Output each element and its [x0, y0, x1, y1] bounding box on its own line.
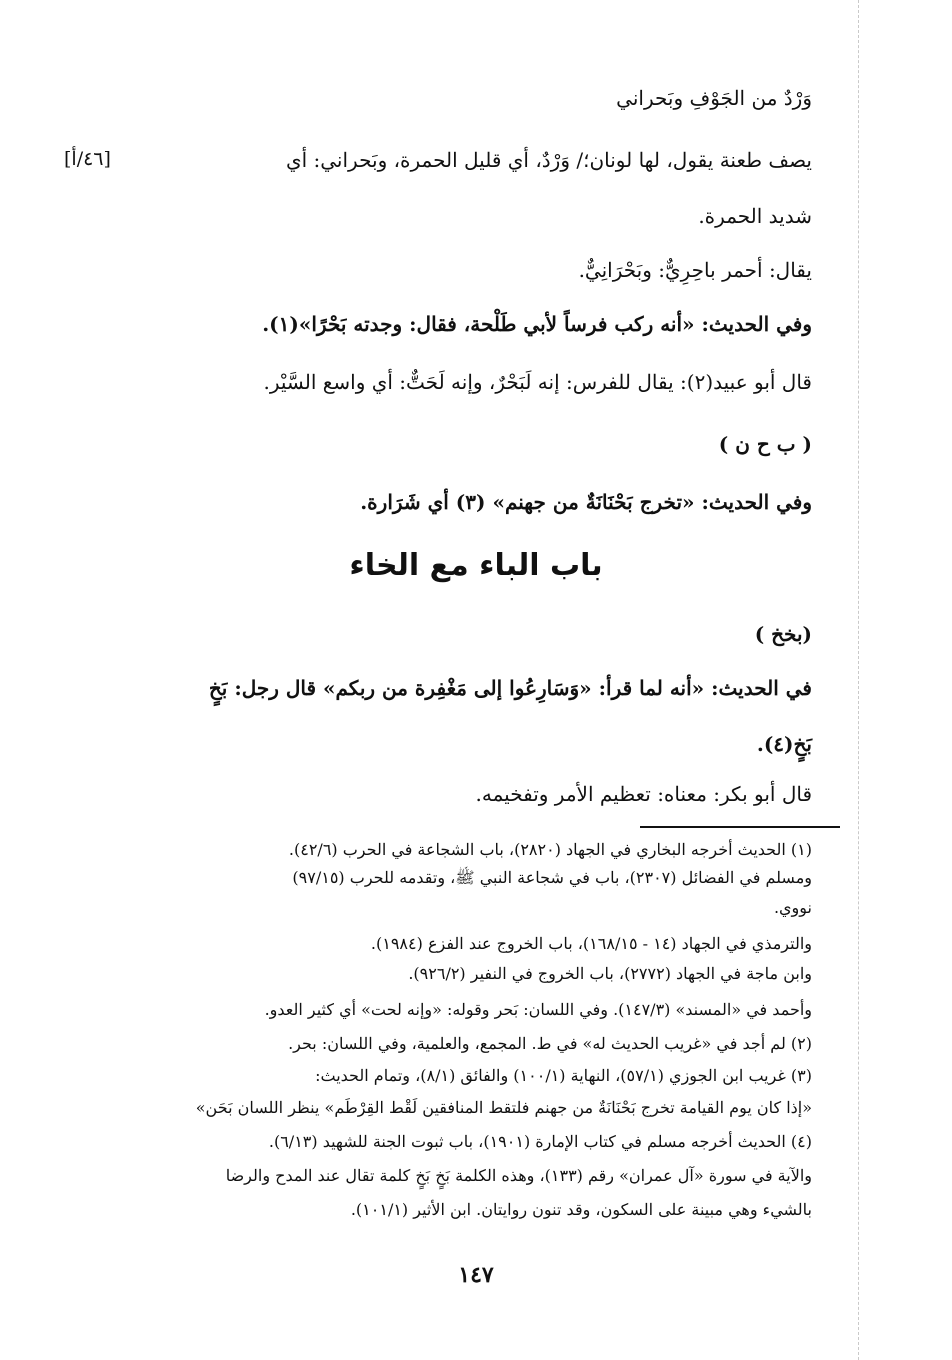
chapter-title: باب الباء مع الخاء: [349, 548, 603, 583]
footnote-line: نووي.: [773, 898, 812, 917]
footnote-line: والترمذي في الجهاد (١٤ - ١٦٨/١٥)، باب الخروج عند الفزع (١٩٨٤).: [370, 934, 812, 953]
body-line: يقال: أحمر باحِرِيٌّ: وبَحْرَانِيٌّ.: [578, 258, 812, 282]
footnote-line: والآية في سورة «آل عمران» رقم (١٣٣)، وهذه الكلمة بَخٍ بَخٍ كلمة تقال عند المدح والرضا: [225, 1166, 812, 1185]
body-line: شديد الحمرة.: [698, 204, 812, 228]
page-edge-line: [858, 0, 859, 1360]
footnote-line: (٤) الحديث أخرجه مسلم في كتاب الإمارة (١٩٠١)، باب ثبوت الجنة للشهيد (٦/١٣).: [268, 1132, 812, 1151]
body-line: قال أبو بكر: معناه: تعظيم الأمر وتفخيمه.: [475, 782, 812, 806]
footnote-line: وابن ماجة في الجهاد (٢٧٧٢)، باب الخروج في النفير (٩٢٦/٢).: [408, 964, 812, 983]
manuscript-ref: [٤٦/أ]: [64, 148, 111, 170]
body-line: يصف طعنة يقول، لها لونان؛/ وَرْدٌ، أي قليل الحمرة، وبَحراني: أي: [285, 148, 812, 172]
root-heading: (بخخ ): [754, 622, 812, 646]
hadith-line: وفي الحديث: «تخرج بَحْنَانَةٌ من جهنم» (٣) أي شَرَارة.: [360, 490, 812, 514]
footnote-line: وأحمد في «المسند» (١٤٧/٣). وفي اللسان: بَحر وقوله: «وإنه لحت» أي كثير العدو.: [264, 1000, 812, 1019]
hadith-line: بَخٍ(٤).: [756, 732, 812, 756]
body-line: قال أبو عبيد(٢): يقال للفرس: إنه لَبَحْرٌ، وإنه لَحَتٌّ: أي واسع السَّيْر.: [263, 370, 812, 394]
hadith-line: في الحديث: «أنه لما قرأ: «وَسَارِعُوا إلى مَغْفِرة من ربكم» قال رجل: بَخٍ: [208, 676, 812, 700]
footnote-line: ومسلم في الفضائل (٢٣٠٧)، باب في شجاعة النبي ﷺ، وتقدمه للحرب (٩٧/١٥): [292, 868, 812, 887]
root-heading: ( ب ح ن ): [718, 432, 812, 456]
footnote-line: «إذا كان يوم القيامة تخرج بَحْنَانَةٌ من جهنم فلتقط المنافقين لَقْط القِرْطَم» ينظر اللسان بَحَن»: [195, 1098, 812, 1117]
footnote-line: (٣) غريب ابن الجوزي (٥٧/١)، النهاية (١٠٠/١) والفائق (٨/١)، وتمام الحديث:: [315, 1066, 812, 1085]
footnote-line: بالشيء وهي مبينة على السكون، وقد تنون روايتان. ابن الأثير (١٠١/١).: [350, 1200, 812, 1219]
hadith-line: وفي الحديث: «أنه ركب فرساً لأبي طَلْحة، فقال: وجدته بَحْرًا»(١).: [262, 312, 812, 336]
footnote-line: (٢) لم أجد في «غريب الحديث له» في ط. المجمع، والعلمية، وفي اللسان: بحر.: [288, 1034, 812, 1053]
footnote-rule: [640, 826, 840, 828]
footnote-line: (١) الحديث أخرجه البخاري في الجهاد (٢٨٢٠)، باب الشجاعة في الحرب (٤٢/٦).: [288, 840, 812, 859]
verse-line: وَرْدٌ من الجَوْفِ وبَحراني: [616, 86, 812, 110]
page-number: ١٤٧: [458, 1262, 494, 1288]
